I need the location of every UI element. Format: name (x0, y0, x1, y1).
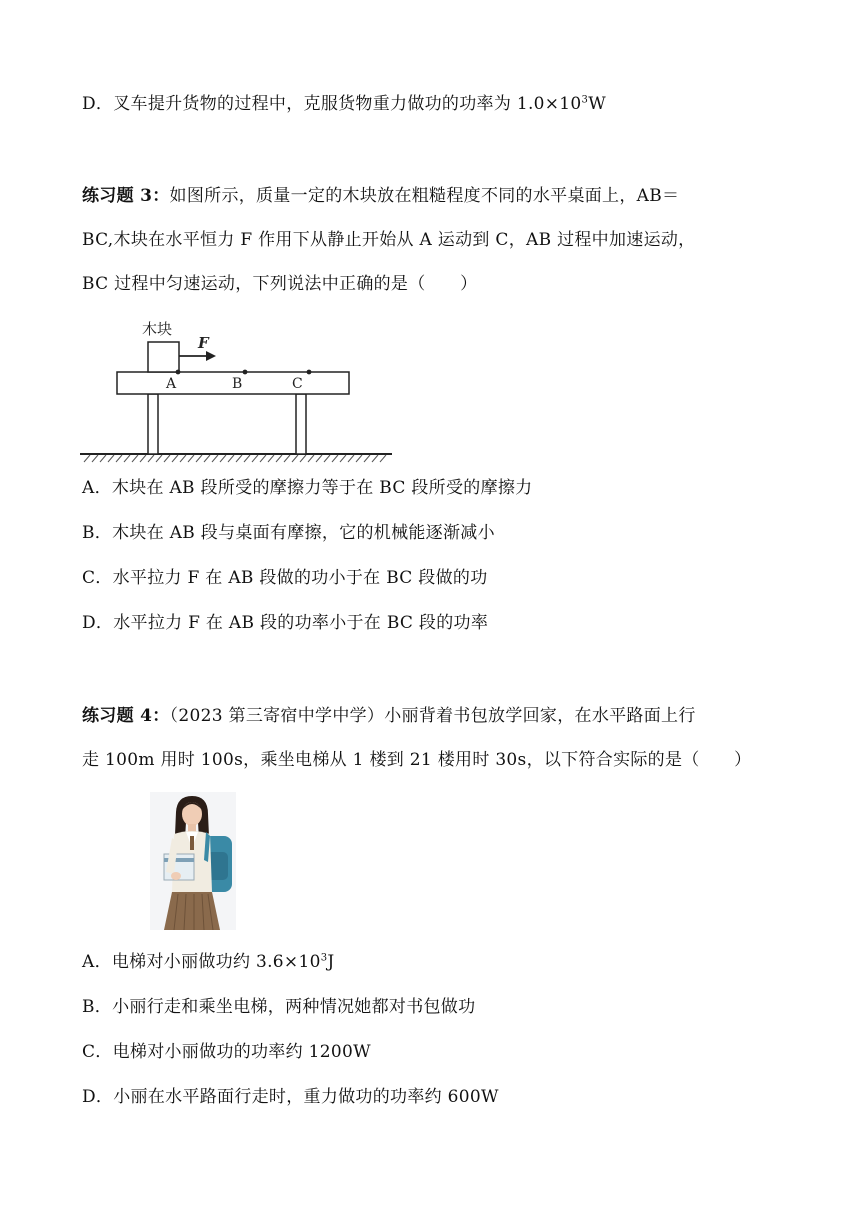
q4-stem-line2: 走 100m 用时 100s，乘坐电梯从 1 楼到 21 楼用时 30s，以下符合实际的是（ ） (82, 750, 752, 770)
block-label: 木块 (142, 320, 173, 338)
q4-option-a-text: A．电梯对小丽做功约 3.6×10 (82, 952, 321, 972)
q2-option-d-text: D．叉车提升货物的过程中，克服货物重力做功的功率为 1.0×10 (82, 94, 582, 114)
q3-line1-text: 如图所示，质量一定的木块放在粗糙程度不同的水平桌面上，AB＝ (169, 186, 680, 206)
q4-option-a-exponent: 3 (320, 952, 328, 964)
q4-option-a-unit: J (327, 952, 335, 972)
ground-hatching (84, 455, 386, 462)
q4-line1-text: （2023 第三寄宿中学中学）小丽背着书包放学回家，在水平路面上行 (169, 706, 696, 726)
student-with-backpack-photo (150, 792, 236, 930)
force-label: F (198, 334, 209, 352)
q2-option-d (82, 92, 606, 116)
point-a-label: A (166, 376, 177, 392)
q3-option-d: D．水平拉力 F 在 AB 段的功率小于在 BC 段的功率 (82, 613, 489, 633)
q4-option-b: B．小丽行走和乘坐电梯，两种情况她都对书包做功 (82, 997, 476, 1017)
table-leg-left (148, 394, 158, 454)
point-b-dot (243, 370, 248, 375)
q3-option-c: C．水平拉力 F 在 AB 段做的功小于在 BC 段做的功 (82, 568, 488, 588)
q3-stem-line1 (82, 184, 679, 208)
point-a-dot (176, 370, 181, 375)
q3-title: 练习题 3： (82, 186, 170, 206)
wooden-block (148, 342, 179, 372)
q3-option-a: A．木块在 AB 段所受的摩擦力等于在 BC 段所受的摩擦力 (82, 478, 533, 498)
force-arrow-head-icon (206, 351, 216, 361)
table-block-diagram (80, 318, 400, 464)
q2-option-d-unit: W (588, 94, 606, 114)
point-c-dot (307, 370, 312, 375)
q3-option-b: B．木块在 AB 段与桌面有摩擦，它的机械能逐渐减小 (82, 523, 495, 543)
q3-stem-line2: BC,木块在水平恒力 F 作用下从静止开始从 A 运动到 C，AB 过程中加速运动， (82, 230, 696, 250)
q3-stem-line3: BC 过程中匀速运动，下列说法中正确的是（ ） (82, 274, 478, 294)
q2-option-d-exponent: 3 (581, 94, 589, 106)
q4-option-d: D．小丽在水平路面行走时，重力做功的功率约 600W (82, 1087, 499, 1107)
q4-option-c: C．电梯对小丽做功的功率约 1200W (82, 1042, 371, 1062)
point-b-label: B (232, 376, 243, 392)
q4-stem-line1 (82, 704, 696, 728)
table-leg-right (296, 394, 306, 454)
point-c-label: C (292, 376, 303, 392)
q4-title: 练习题 4： (82, 706, 170, 726)
q4-option-a (82, 950, 335, 974)
